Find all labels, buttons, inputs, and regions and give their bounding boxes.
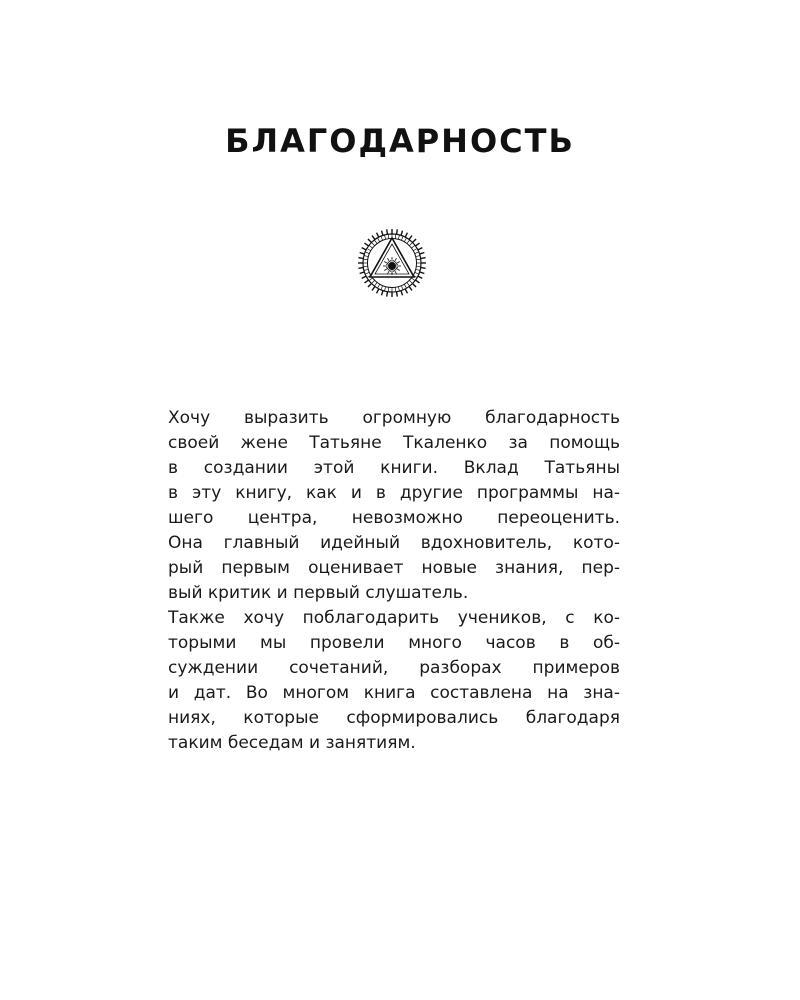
text-line: и дат. Во многом книга составлена на зна-	[168, 683, 620, 703]
text-line: в эту книгу, как и в другие программы на-	[168, 483, 620, 503]
text-line: рый первым оценивает новые знания, пер-	[168, 558, 620, 578]
text-line: Она главный идейный вдохновитель, кото-	[168, 533, 620, 553]
text-line: торыми мы провели много часов в об-	[168, 633, 620, 653]
eye-in-triangle-sun-emblem-icon	[357, 228, 427, 298]
text-line: вый критик и первый слушатель.	[168, 583, 469, 603]
text-line: ниях, которые сформировались благодаря	[168, 708, 620, 728]
page-title: БЛАГОДАРНОСТЬ	[225, 122, 575, 160]
text-line: шего центра, невозможно переоценить.	[168, 508, 620, 528]
text-line: суждении сочетаний, разборах примеров	[168, 658, 620, 678]
text-line: таким беседам и занятиям.	[168, 733, 416, 753]
paragraph-1	[168, 406, 620, 606]
text-line: в создании этой книги. Вклад Татьяны	[168, 458, 620, 478]
text-line: своей жене Татьяне Ткаленко за помощь	[168, 433, 620, 453]
text-line: Хочу выразить огромную благодарность	[168, 408, 620, 428]
text-line: Также хочу поблагодарить учеников, с ко-	[168, 608, 620, 628]
body-text	[168, 406, 620, 756]
paragraph-2	[168, 606, 620, 756]
